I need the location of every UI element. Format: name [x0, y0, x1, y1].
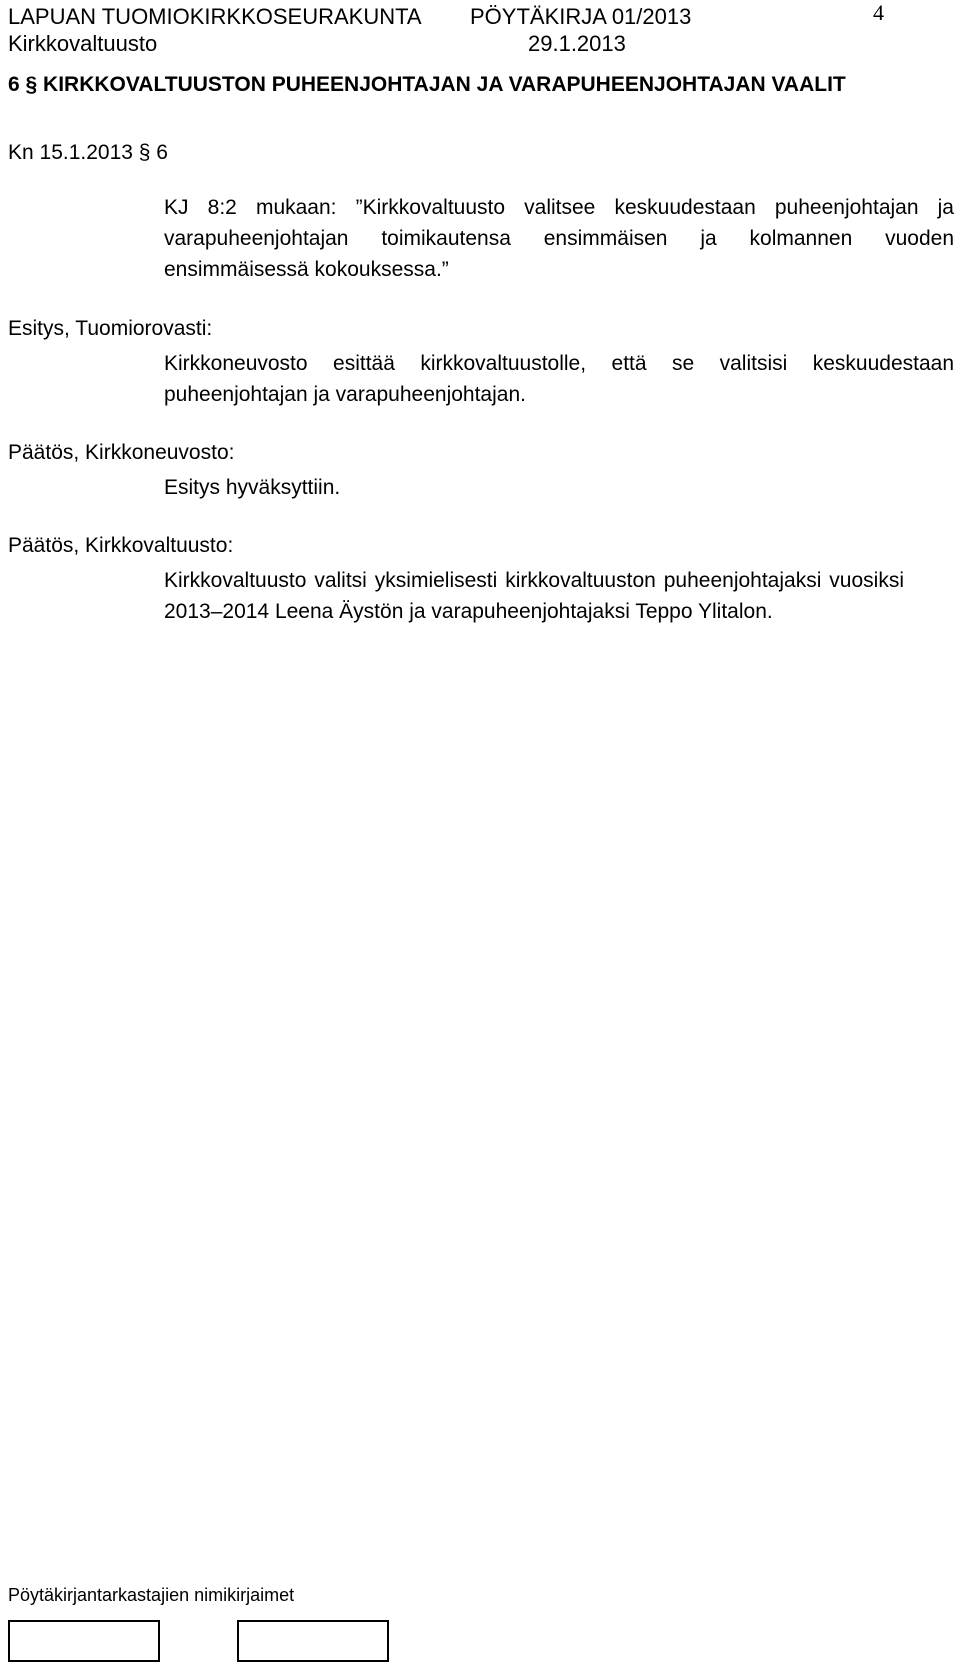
decision-assembly-label: Päätös, Kirkkovaltuusto:	[8, 534, 234, 557]
section-reference: Kn 15.1.2013 § 6	[8, 141, 168, 164]
organization-name: LAPUAN TUOMIOKIRKKOSEURAKUNTA	[8, 4, 422, 29]
page-number: 4	[873, 0, 884, 25]
document-title: PÖYTÄKIRJA 01/2013	[470, 4, 692, 29]
decision-assembly-text: Kirkkovaltuusto valitsi yksimielisesti kirkkovaltuuston puheenjohtajaksi vuosiksi 2013–2014 Leena Äystön ja varapuheenjohtajaksi Teppo Ylitalon.	[164, 569, 904, 623]
section-title: 6 § KIRKKOVALTUUSTON PUHEENJOHTAJAN JA VARAPUHEENJOHTAJAN VAALIT	[8, 73, 846, 96]
meeting-date: 29.1.2013	[528, 31, 626, 56]
signature-box-2[interactable]	[237, 1620, 389, 1662]
decision-council-text: Esitys hyväksyttiin.	[164, 476, 341, 499]
background-paragraph: KJ 8:2 mukaan: ”Kirkkovaltuusto valitsee keskuudestaan puheenjohtajan ja varapuheenjohtajan toimikautensa ensimmäisen ja kolmannen vuoden ensimmäisessä kokouksessa.”	[164, 196, 954, 281]
proposal-label: Esitys, Tuomiorovasti:	[8, 317, 213, 340]
signature-box-1[interactable]	[8, 1620, 160, 1662]
signature-label: Pöytäkirjantarkastajien nimikirjaimet	[8, 1585, 295, 1605]
proposal-text: Kirkkoneuvosto esittää kirkkovaltuustolle, että se valitsisi keskuudestaan puheenjohtajan ja varapuheenjohtajan.	[164, 352, 954, 406]
decision-council-label: Päätös, Kirkkoneuvosto:	[8, 441, 235, 464]
governing-body: Kirkkovaltuusto	[8, 31, 158, 56]
